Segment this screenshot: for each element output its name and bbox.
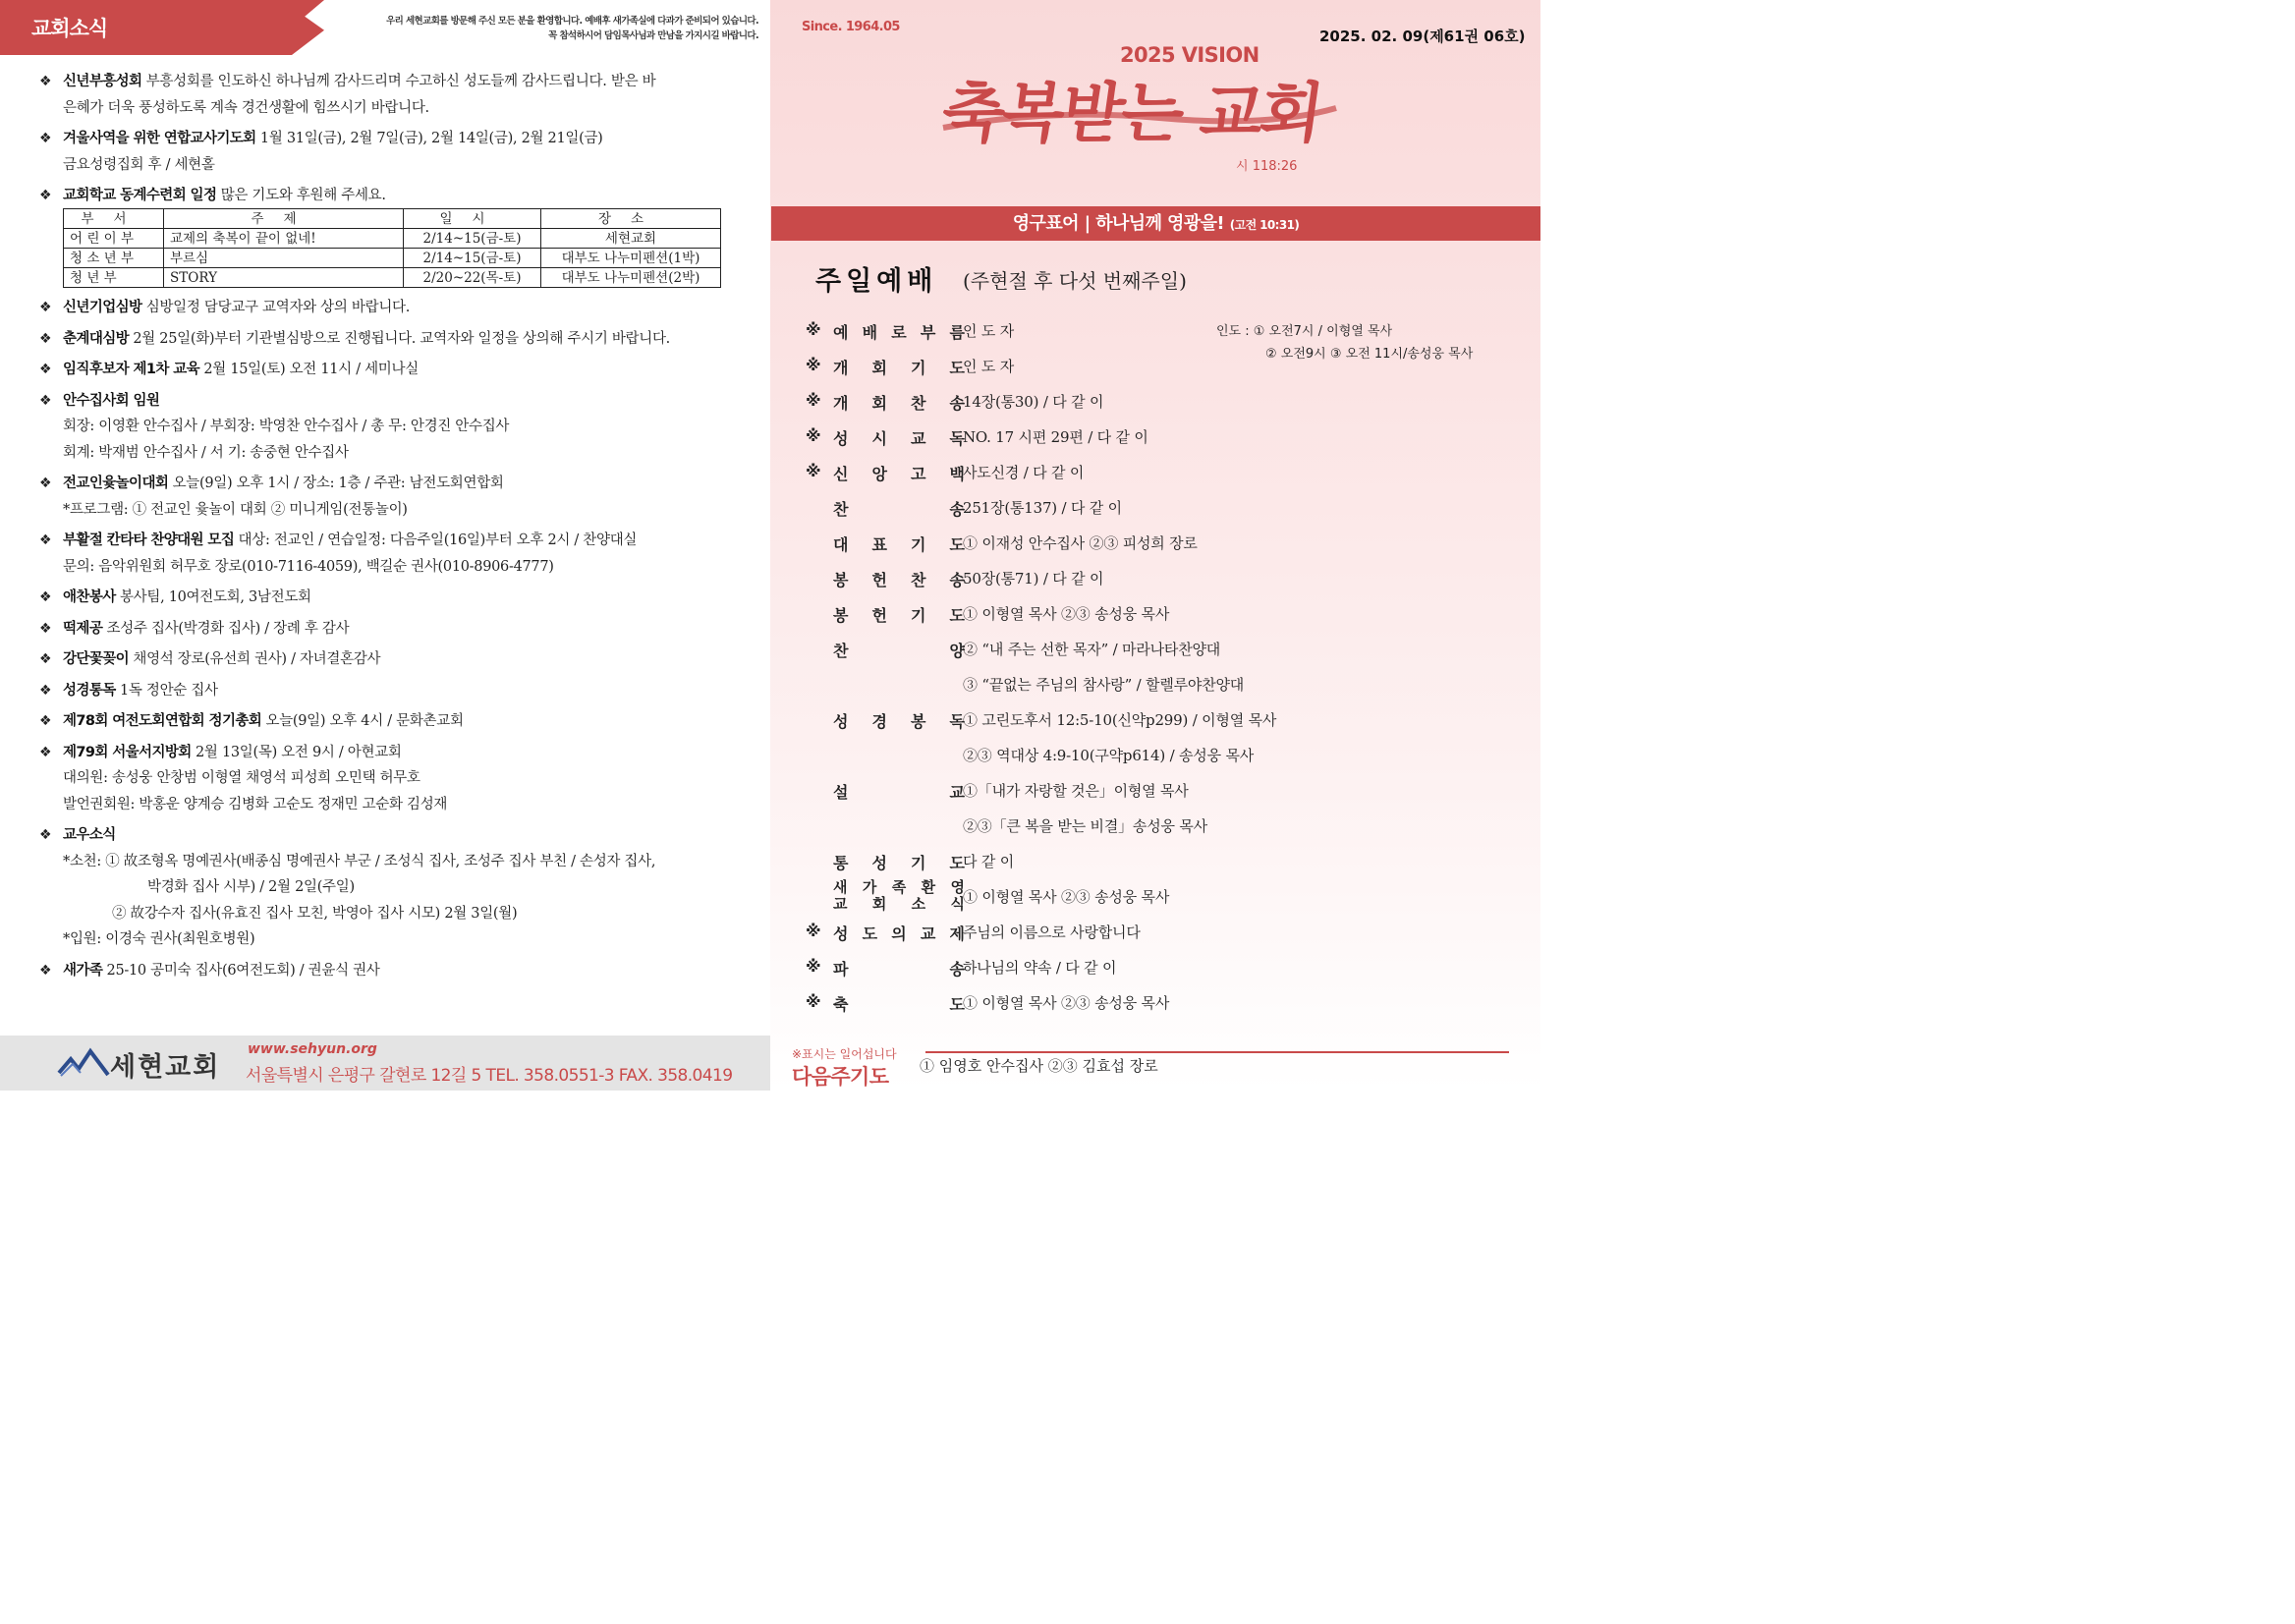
order-name: 성 시 교 독 [833, 429, 965, 448]
order-row [804, 918, 1511, 953]
list-item [39, 326, 743, 353]
item-key: 떡제공 [63, 620, 103, 637]
list-item [39, 126, 743, 178]
order-row [804, 352, 1511, 387]
order-row [804, 458, 1511, 493]
retreat-schedule-table [63, 208, 721, 288]
order-name: 성 경 봉 독 [833, 712, 965, 731]
service-title: 주일예배 [815, 266, 938, 297]
item-text: 채영석 장로(유선희 권사) / 자녀결혼감사 [133, 651, 381, 667]
item-subline: 회장: 이영환 안수집사 / 부회장: 박영찬 안수집사 / 총 무: 안경진 안수집사 [63, 419, 510, 434]
order-value: ③ “끝없는 주님의 참사랑” / 할렐루야찬양대 [963, 676, 1245, 694]
order-value: NO. 17 시편 29편 / 다 같 이 [963, 428, 1148, 446]
order-row [804, 599, 1511, 635]
table-row: 청 소 년 부 부르심 2/14~15(금-토) 대부도 나누미펜션(1박) [64, 249, 721, 268]
news-page [0, 0, 770, 1091]
item-text: 25-10 공미숙 집사(6여전도회) / 권윤식 권사 [106, 962, 380, 979]
order-row [804, 988, 1511, 1024]
order-row [804, 316, 1511, 352]
item-key: 제78회 여전도회연합회 정기총회 [63, 713, 262, 729]
item-text: 오늘(9일) 오후 1시 / 장소: 1층 / 주관: 남전도회연합회 [172, 476, 504, 491]
item-key: 제79회 서울서지방회 [63, 744, 192, 760]
stand-mark: ※ [806, 992, 821, 1011]
stand-mark: ※ [806, 922, 821, 940]
list-item [39, 616, 743, 643]
order-value: 50장(통71) / 다 같 이 [963, 570, 1104, 588]
order-value: 인 도 자 [963, 322, 1015, 340]
item-key: 춘계대심방 [63, 330, 130, 347]
order-row [804, 953, 1511, 988]
issue-date: 2025. 02. 09(제61권 06호) [1319, 28, 1526, 45]
table-row: 어 린 이 부 교제의 축복이 끝이 없네! 2/14~15(금-토) 세현교회 [64, 229, 721, 249]
item-text: 조성주 집사(박경화 집사) / 장례 후 감사 [106, 620, 350, 637]
order-value: 다 같 이 [963, 853, 1015, 870]
list-item [39, 471, 743, 523]
table-row: 청 년 부 STORY 2/20~22(목-토) 대부도 나누미펜션(2박) [64, 268, 721, 288]
list-item [39, 678, 743, 704]
order-value: ②③「큰 복을 받는 비결」송성웅 목사 [963, 817, 1207, 835]
order-value: 14장(통30) / 다 같 이 [963, 393, 1104, 411]
since-label: Since. 1964.05 [802, 20, 900, 34]
next-prayer-label: 다음주기도 [792, 1065, 889, 1089]
worship-order [804, 316, 1511, 1024]
list-item [39, 69, 743, 121]
order-row [804, 387, 1511, 422]
item-text: 2월 25일(화)부터 기관별심방으로 진행됩니다. 교역자와 일정을 상의해 주시기 바랍니다. [133, 330, 670, 347]
news-title: 교회소식 [31, 17, 108, 40]
item-key: 부활절 칸타타 찬양대원 모집 [63, 532, 235, 548]
order-value: ① 고린도후서 12:5-10(신약p299) / 이형열 목사 [963, 711, 1277, 729]
stand-mark: ※ [806, 320, 821, 339]
order-value: ①「내가 자랑할 것은」이형열 목사 [963, 782, 1189, 800]
list-item [39, 357, 743, 383]
vision-verse: 시 118:26 [1236, 159, 1298, 174]
col-place: 장소 [541, 209, 721, 229]
list-item [39, 183, 743, 209]
item-text: 1월 31일(금), 2월 7일(금), 2월 14일(금), 2월 21일(금) [259, 131, 603, 146]
item-text: 많은 기도와 후원해 주세요. [220, 188, 386, 203]
item-subline: 금요성령집회 후 / 세현홀 [63, 156, 215, 173]
order-name: 개 회 기 도 [833, 359, 965, 377]
order-name: 개 회 찬 송 [833, 394, 965, 413]
order-row [804, 878, 1511, 918]
item-subline: 은혜가 더욱 풍성하도록 계속 경건생활에 힘쓰시기 바랍니다. [63, 99, 429, 116]
order-value: ②③ 역대상 4:9-10(구약p614) / 송성웅 목사 [963, 747, 1255, 764]
order-value: 주님의 이름으로 사랑합니다 [963, 924, 1141, 941]
order-name: 새 가 족 환 영 교 회 소 식 [833, 878, 965, 913]
list-item [39, 585, 743, 611]
order-row [804, 635, 1511, 670]
order-name: 축 도 [833, 995, 965, 1014]
order-name: 대 표 기 도 [833, 535, 965, 554]
col-theme: 주제 [164, 209, 404, 229]
item-key: 전교인윷놀이대회 [63, 476, 169, 491]
order-row [804, 529, 1511, 564]
order-name: 파 송 [833, 960, 965, 979]
list-item [39, 740, 743, 818]
list-item [39, 528, 743, 580]
church-address: 서울특별시 은평구 갈현로 12길 5 TEL. 358.0551-3 FAX. 358.0419 [246, 1066, 733, 1086]
item-key: 신년기업심방 [63, 300, 142, 315]
order-name: 예 배 로 부 름 [833, 323, 965, 342]
item-text: 오늘(9일) 오후 4시 / 문화촌교회 [265, 713, 464, 729]
item-text: 부흥성회를 인도하신 하나님께 감사드리며 수고하신 성도들께 감사드립니다. 받은 바 [145, 74, 656, 89]
item-text: 1독 정안순 집사 [119, 682, 218, 699]
item-subline: 문의: 음악위원회 허무호 장로(010-7116-4059), 백길순 권사(010-8906-4777) [63, 558, 554, 575]
welcome-message: 우리 세현교회를 방문해 주신 모든 분을 환영합니다. 예배후 새가족실에 다과가 준비되어 있습니다. 꼭 참석하시어 담임목사님과 만남을 가지시길 바랍니다. [386, 16, 758, 41]
item-key: 겨울사역을 위한 연합교사기도회 [63, 131, 256, 146]
col-date: 일시 [404, 209, 541, 229]
list-item [39, 958, 743, 984]
stand-mark: ※ [806, 957, 821, 976]
col-dept: 부서 [64, 209, 164, 229]
item-key: 안수집사회 임원 [63, 392, 160, 409]
order-name: 봉 헌 찬 송 [833, 571, 965, 589]
order-row [804, 670, 1511, 705]
item-key: 교우소식 [63, 827, 116, 843]
order-row [804, 705, 1511, 741]
order-row [804, 422, 1511, 458]
item-text: 2월 13일(목) 오전 9시 / 아현교회 [196, 744, 402, 760]
order-name: 설 교 [833, 783, 965, 802]
item-key: 강단꽃꽂이 [63, 651, 130, 667]
news-list [39, 69, 743, 214]
item-key: 새가족 [63, 962, 103, 979]
item-key: 임직후보자 제1차 교육 [63, 362, 200, 377]
item-subline: *소천: ① 故조형옥 명예권사(배종심 명예권사 부군 / 조성식 집사, 조성주 집사 부친 / 손성자 집사, [63, 853, 656, 869]
order-value: 인 도 자 [963, 358, 1015, 375]
next-prayer-value: ① 임영호 안수집사 ②③ 김효섭 장로 [920, 1057, 1158, 1075]
list-item [39, 708, 743, 735]
order-row [804, 741, 1511, 776]
leader-info: 인도 : ① 오전7시 / 이형열 목사 ② 오전9시 ③ 오전 11시/송성웅 목사 [1216, 324, 1474, 362]
item-subline: 발언권회원: 박홍운 양계승 김병화 고순도 정재민 고순화 김성재 [63, 796, 448, 812]
order-value: 251장(통137) / 다 같 이 [963, 499, 1122, 517]
standing-note: ※표시는 일어섭니다 [792, 1047, 897, 1061]
item-subline: *입원: 이경숙 권사(최원호병원) [63, 931, 255, 947]
stand-mark: ※ [806, 426, 821, 445]
list-item [39, 295, 743, 321]
item-text: 대상: 전교인 / 연습일정: 다음주일(16일)부터 오후 2시 / 찬양대실 [238, 532, 638, 548]
vision-title: 축복받는 교회 [936, 76, 1326, 151]
vision-label: 2025 VISION [1120, 43, 1259, 67]
order-value: 사도신경 / 다 같 이 [963, 464, 1085, 481]
website-link[interactable]: www.sehyun.org [248, 1041, 377, 1057]
item-key: 성경통독 [63, 682, 116, 699]
item-text: 2월 15일(토) 오전 11시 / 세미나실 [203, 362, 419, 377]
order-value: ① 이형열 목사 ②③ 송성웅 목사 [963, 994, 1170, 1012]
order-row [804, 847, 1511, 882]
church-logo-icon [57, 1045, 112, 1079]
item-subline: *프로그램: ① 전교인 윷놀이 대회 ② 미니게임(전통놀이) [63, 501, 408, 518]
order-name: 찬 송 [833, 500, 965, 519]
order-value: 하나님의 약속 / 다 같 이 [963, 959, 1117, 977]
order-name: 성 도 의 교 제 [833, 924, 965, 943]
list-item [39, 646, 743, 673]
news-header [0, 0, 770, 55]
table-header-row [64, 209, 721, 229]
item-text: 봉사팀, 10여전도회, 3남전도회 [119, 589, 311, 605]
stand-mark: ※ [806, 356, 821, 374]
order-name: 봉 헌 기 도 [833, 606, 965, 625]
order-row [804, 564, 1511, 599]
order-row [804, 812, 1511, 847]
divider [925, 1051, 1509, 1053]
order-value: ② “내 주는 선한 목자” / 마라나타찬양대 [963, 641, 1221, 658]
list-item [39, 388, 743, 467]
item-subline: 회계: 박재범 안수집사 / 서 기: 송중현 안수집사 [63, 444, 349, 461]
stand-mark: ※ [806, 391, 821, 410]
item-key: 애찬봉사 [63, 589, 116, 605]
item-key: 신년부흥성회 [63, 74, 142, 89]
news-list-continued [39, 295, 743, 988]
item-subline: 대의원: 송성웅 안창범 이형열 채영석 피성희 오민택 허무호 [63, 770, 420, 786]
church-name: 세현교회 [110, 1052, 221, 1083]
motto-banner: 영구표어 | 하나님께 영광을! (고전 10:31) [771, 206, 1540, 241]
item-subline: 박경화 집사 시부) / 2월 2일(주일) [147, 879, 355, 895]
order-name: 신 앙 고 백 [833, 465, 965, 483]
order-row [804, 776, 1511, 812]
order-value: ① 이형열 목사 ②③ 송성웅 목사 [963, 888, 1170, 906]
stand-mark: ※ [806, 462, 821, 480]
order-value: ① 이재성 안수집사 ②③ 피성희 장로 [963, 534, 1198, 552]
item-subline: ② 故강수자 집사(유효진 집사 모친, 박영아 집사 시모) 2월 3일(월) [112, 905, 518, 922]
list-item [39, 822, 743, 953]
order-row [804, 493, 1511, 529]
item-text: 심방일정 담당교구 교역자와 상의 바랍니다. [145, 300, 411, 315]
order-name: 통 성 기 도 [833, 854, 965, 872]
order-value: ① 이형열 목사 ②③ 송성웅 목사 [963, 605, 1170, 623]
item-key: 교회학교 동계수련회 일정 [63, 188, 217, 203]
order-name: 찬 양 [833, 642, 965, 660]
service-subtitle: (주현절 후 다섯 번째주일) [963, 269, 1187, 293]
